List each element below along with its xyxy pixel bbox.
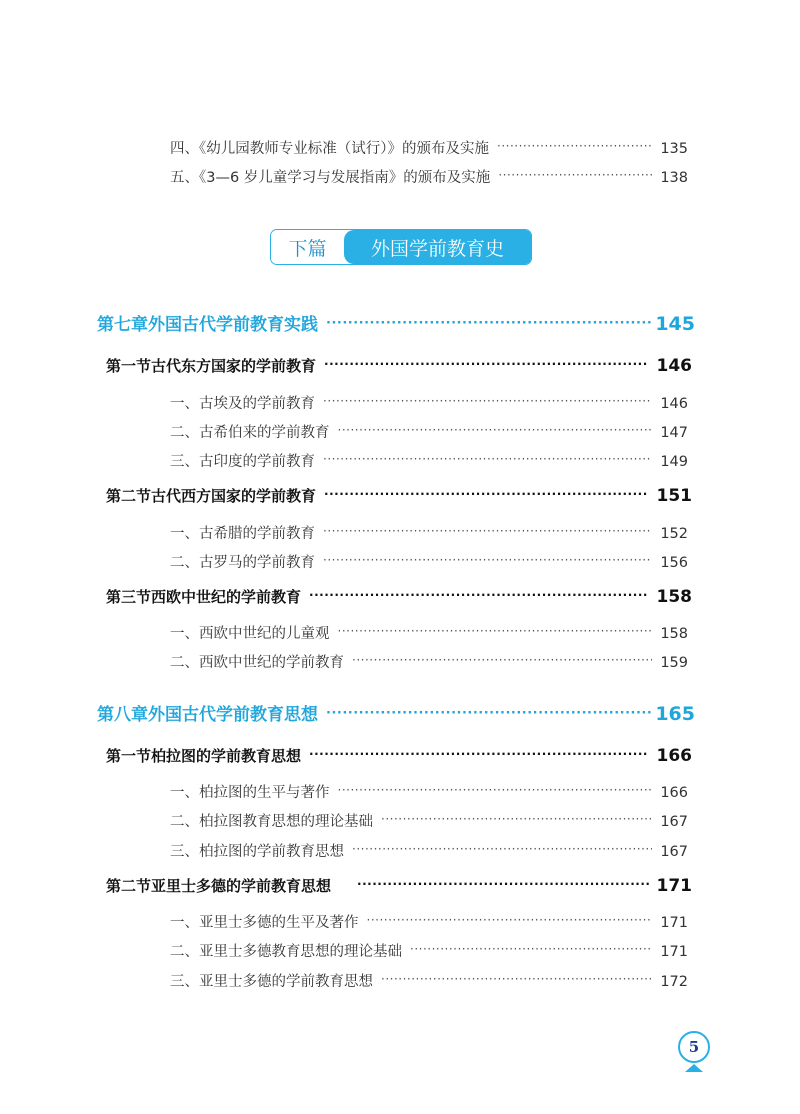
chapter-number: 第七章 — [97, 315, 148, 335]
toc-item[interactable] — [170, 450, 688, 471]
toc-item-label: 二、西欧中世纪的学前教育 — [170, 655, 344, 671]
section-heading[interactable] — [106, 745, 692, 766]
toc-item-label: 二、柏拉图教育思想的理论基础 — [170, 814, 373, 830]
section-heading[interactable] — [106, 355, 692, 376]
dot-leader — [309, 747, 648, 761]
section-title: 亚里士多德的学前教育思想 — [151, 877, 332, 895]
toc-item-page: 171 — [660, 915, 688, 931]
dot-leader — [338, 624, 653, 638]
toc-item-page: 135 — [660, 141, 688, 157]
section-number: 第一节 — [106, 357, 152, 375]
toc-item-page: 138 — [660, 170, 688, 186]
dot-leader — [352, 842, 652, 856]
toc-item-page: 172 — [660, 974, 688, 990]
toc-item[interactable] — [170, 781, 688, 802]
toc-item-page: 167 — [660, 814, 688, 830]
section-number: 第二节 — [106, 487, 152, 505]
section-number: 第二节 — [106, 877, 152, 895]
chapter-page: 165 — [655, 703, 695, 725]
toc-item-label: 一、古希腊的学前教育 — [170, 526, 315, 542]
chapter-number: 第八章 — [97, 705, 148, 725]
section-title: 柏拉图的学前教育思想 — [151, 747, 302, 765]
dot-leader — [367, 913, 653, 927]
toc-item[interactable] — [170, 911, 688, 932]
section-title: 西欧中世纪的学前教育 — [151, 588, 302, 606]
chapter-page: 145 — [655, 313, 695, 335]
toc-item[interactable] — [170, 810, 688, 831]
toc-item-label: 一、西欧中世纪的儿童观 — [170, 626, 330, 642]
toc-item-label: 三、古印度的学前教育 — [170, 454, 315, 470]
toc-item-page: 149 — [660, 454, 688, 470]
dot-leader — [381, 812, 652, 826]
dot-leader — [323, 553, 652, 567]
toc-item[interactable] — [170, 840, 688, 861]
part-banner — [270, 229, 532, 265]
section-page: 171 — [656, 876, 692, 896]
page-marker-icon — [685, 1064, 703, 1072]
toc-item-page: 156 — [660, 555, 688, 571]
section-page: 146 — [656, 356, 692, 376]
toc-item[interactable] — [170, 421, 688, 442]
dot-leader — [323, 452, 652, 466]
dot-leader — [338, 423, 653, 437]
toc-item[interactable] — [170, 166, 688, 187]
toc-item-page: 171 — [660, 944, 688, 960]
toc-item[interactable] — [170, 137, 688, 158]
dot-leader — [352, 653, 652, 667]
chapter-title: 外国古代学前教育实践 — [148, 315, 318, 335]
toc-item[interactable] — [170, 940, 688, 961]
toc-item-label: 一、古埃及的学前教育 — [170, 396, 315, 412]
dot-leader — [323, 394, 652, 408]
toc-item[interactable] — [170, 392, 688, 413]
toc-item-page: 146 — [660, 396, 688, 412]
chapter-heading[interactable] — [97, 310, 695, 335]
toc-item-label: 二、亚里士多德教育思想的理论基础 — [170, 944, 402, 960]
section-number: 第一节 — [106, 747, 152, 765]
toc-item-page: 147 — [660, 425, 688, 441]
section-title: 古代东方国家的学前教育 — [151, 357, 317, 375]
toc-item[interactable] — [170, 970, 688, 991]
dot-leader — [324, 487, 648, 501]
dot-leader — [326, 316, 651, 331]
toc-item-label: 三、亚里士多德的学前教育思想 — [170, 974, 373, 990]
dot-leader — [357, 877, 648, 891]
section-page: 158 — [656, 587, 692, 607]
chapter-heading[interactable] — [97, 700, 695, 725]
dot-leader — [498, 168, 652, 182]
dot-leader — [338, 783, 653, 797]
chapter-title: 外国古代学前教育思想 — [148, 705, 318, 725]
part-title: 外国学前教育史 — [344, 230, 531, 264]
dot-leader — [324, 357, 648, 371]
part-label: 下篇 — [271, 230, 344, 264]
page-number-badge: 5 — [678, 1031, 710, 1063]
toc-item-page: 152 — [660, 526, 688, 542]
dot-leader — [410, 942, 652, 956]
toc-item-label: 二、古罗马的学前教育 — [170, 555, 315, 571]
dot-leader — [309, 588, 648, 602]
dot-leader — [381, 972, 652, 986]
toc-item-label: 一、亚里士多德的生平及著作 — [170, 915, 359, 931]
toc-item-label: 二、古希伯来的学前教育 — [170, 425, 330, 441]
dot-leader — [326, 706, 651, 721]
section-page: 151 — [656, 486, 692, 506]
section-title: 古代西方国家的学前教育 — [151, 487, 317, 505]
section-heading[interactable] — [106, 485, 692, 506]
toc-item-label: 五、《3—6 岁儿童学习与发展指南》的颁布及实施 — [170, 170, 491, 186]
toc-item[interactable] — [170, 622, 688, 643]
section-heading[interactable] — [106, 586, 692, 607]
section-number: 第三节 — [106, 588, 152, 606]
dot-leader — [323, 524, 652, 538]
toc-item-page: 158 — [660, 626, 688, 642]
toc-item-page: 159 — [660, 655, 688, 671]
section-page: 166 — [656, 746, 692, 766]
dot-leader — [497, 139, 652, 153]
toc-item[interactable] — [170, 522, 688, 543]
toc-item-page: 167 — [660, 844, 688, 860]
section-heading[interactable] — [106, 875, 692, 896]
toc-item-label: 三、柏拉图的学前教育思想 — [170, 844, 344, 860]
toc-item[interactable] — [170, 651, 688, 672]
toc-item-page: 166 — [660, 785, 688, 801]
toc-item[interactable] — [170, 551, 688, 572]
toc-item-label: 一、柏拉图的生平与著作 — [170, 785, 330, 801]
toc-item-label: 四、《幼儿园教师专业标准（试行）》的颁布及实施 — [170, 141, 489, 157]
